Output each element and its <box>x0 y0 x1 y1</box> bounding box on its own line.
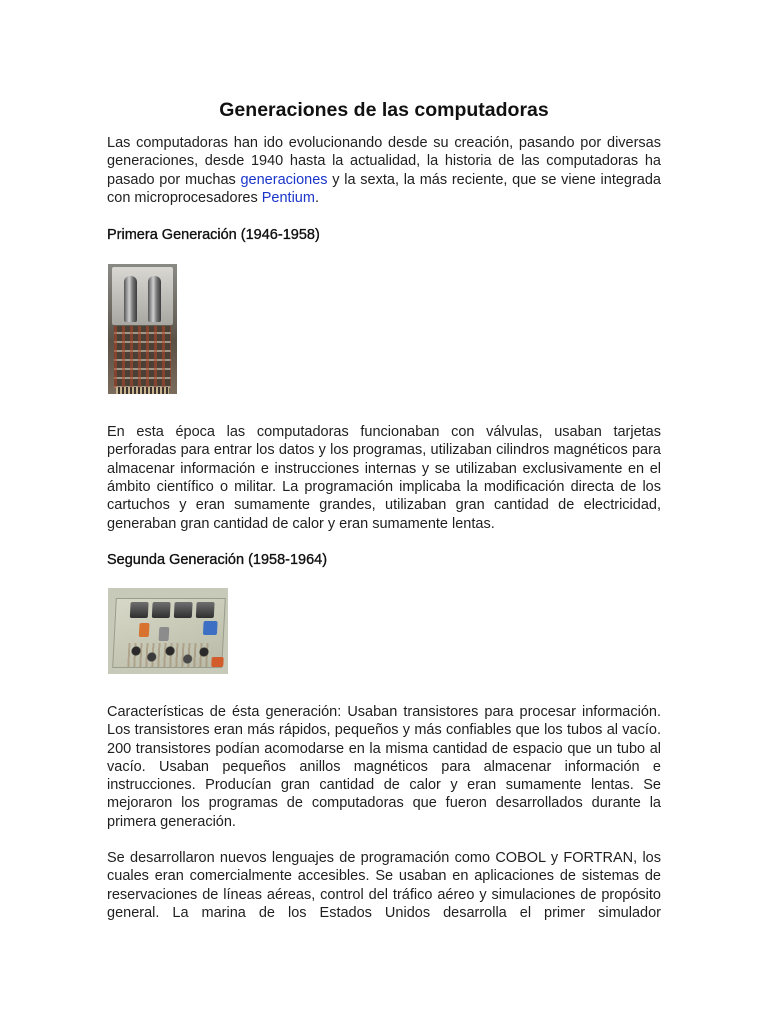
document-page <box>107 96 661 922</box>
paragraph-segunda-generacion-lenguajes: Se desarrollaron nuevos lenguajes de programación como COBOL y FORTRAN, los cuales eran comercialmente accesibles. Se usaban en aplicaciones de sistemas de reservaciones de líneas aéreas, control del tráfico aéreo y simulaciones de propósito general. La marina de los Estados Unidos desarrolla el primer simulador <box>107 850 661 921</box>
vacuum-tube-module-photo <box>108 264 177 394</box>
link-pentium[interactable]: Pentium <box>261 189 315 206</box>
document-title: Generaciones de las computadoras <box>219 99 549 121</box>
intro-text-start: Las computadoras han ido evolucionando desde su creación, pasando por diversas generaciones, desde 1940 hasta la actualidad, la historia de las computadoras ha pasado por muchas <box>107 135 661 188</box>
intro-text-middle: y la sexta, la más reciente, que se viene integrada con microprocesadores <box>107 171 661 206</box>
paragraph-primera-generacion: En esta época las computadoras funcionaban con válvulas, usaban tarjetas perforadas para entrar los datos y los programas, utilizaban cilindros magnéticos para almacenar información e instrucciones internas y se utilizaban exclusivamente en el ámbito científico o militar. La programación implicaba la modificación directa de los cartuchos y eran sumamente grandes, utilizaban gran cantidad de electricidad, generaban gran cantidad de calor y eran sumamente lentas. <box>107 424 661 532</box>
paragraph-segunda-generacion-caracteristicas: Características de ésta generación: Usaban transistores para procesar información. Los transistores eran más rápidos, pequeños y más confiables que los tubos al vacío. 200 transistores podían acomodarse en la misma cantidad de espacio que un tubo al vacío. Usaban pequeños anillos magnéticos para almacenar información e instrucciones. Producían gran cantidad de calor y eran sumamente lentas. Se mejoraron los programas de computadoras que fueron desarrollados durante la primera generación. <box>107 703 661 830</box>
section-heading-segunda-generacion: Segunda Generación (1958-1964) <box>107 551 328 568</box>
intro-text-end: . <box>314 189 319 206</box>
section-heading-primera-generacion: Primera Generación (1946-1958) <box>107 227 320 244</box>
link-generaciones[interactable]: generaciones <box>240 171 328 188</box>
transistor-circuit-board-photo <box>108 588 228 674</box>
intro-paragraph <box>107 134 661 207</box>
